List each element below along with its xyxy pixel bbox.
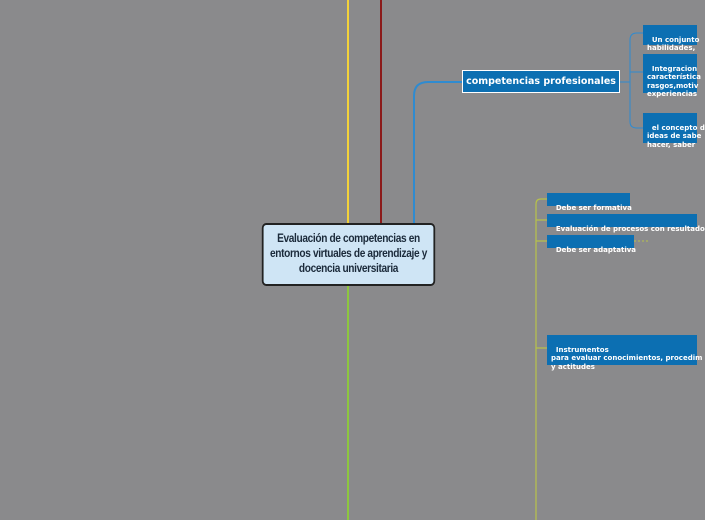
- subtopic-label: el concepto d ideas de sabe hacer, saber: [647, 123, 705, 149]
- subtopic-label: Un conjunto habilidades,: [647, 35, 700, 52]
- central-topic-line-1: Evaluación de competencias en: [277, 233, 420, 245]
- connector-sub-2: [630, 72, 643, 82]
- subtopic-instrumentos[interactable]: [547, 335, 703, 371]
- subtopic-integracion[interactable]: [643, 54, 701, 98]
- subtopic-debe-ser-formativa[interactable]: [547, 193, 632, 212]
- subtopic-el-concepto[interactable]: [643, 113, 705, 149]
- topic-label: competencias profesionales: [466, 76, 616, 87]
- topic-competencias-profesionales[interactable]: [462, 70, 620, 93]
- subtopic-un-conjunto[interactable]: [643, 25, 700, 52]
- subtopic-debe-ser-adaptativa[interactable]: [547, 235, 637, 254]
- connector-sub-1: [620, 33, 643, 82]
- subtopic-label: Debe ser adaptativa: [555, 245, 637, 254]
- central-topic-line-2: entornos virtuales de aprendizaje y: [270, 248, 427, 260]
- connector-sub-3: [630, 82, 643, 128]
- branch-blue: [414, 82, 462, 223]
- subtopic-evaluacion-procesos[interactable]: [547, 214, 705, 233]
- central-topic-line-3: docencia universitaria: [298, 263, 399, 275]
- subtopic-label: Instrumentos para evaluar conocimientos, procedim y actitudes: [551, 345, 703, 371]
- branch-olive: [536, 199, 547, 520]
- subtopic-label: Integracion característica rasgos,motiv experiencias: [647, 64, 701, 98]
- subtopic-label: Evaluación de procesos con resultado: [555, 224, 705, 233]
- subtopic-label: Debe ser formativa: [555, 203, 632, 212]
- central-topic[interactable]: [262, 223, 435, 286]
